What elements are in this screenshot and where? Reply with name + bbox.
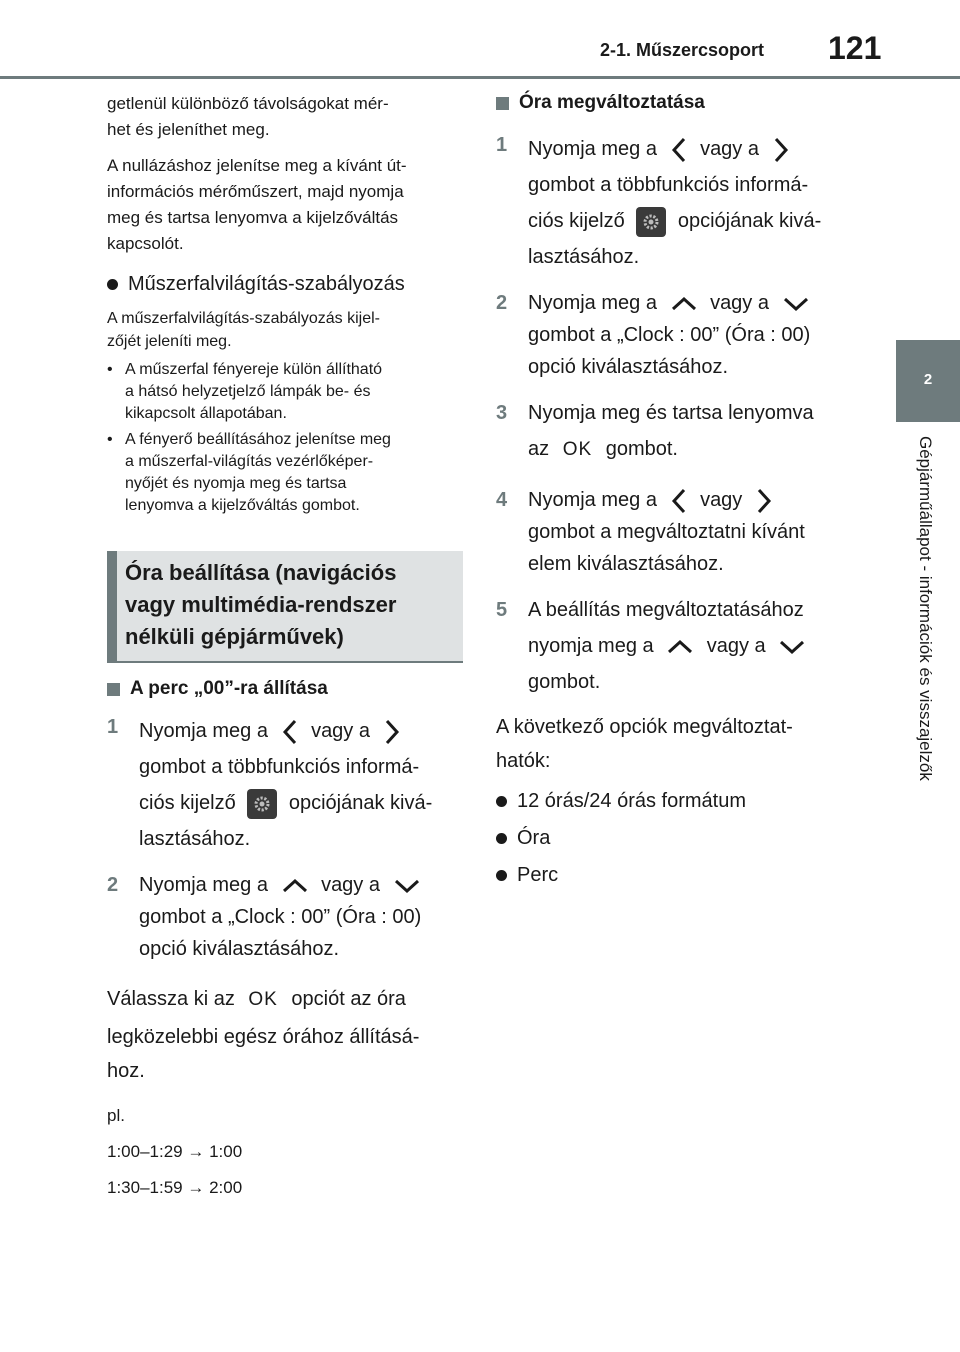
- subheading: [107, 271, 467, 297]
- section-heading-line: Óra beállítása (navigációs: [125, 560, 397, 585]
- settings-gear-icon: [247, 789, 277, 819]
- text-line: A nullázáshoz jelenítse meg a kívánt út-: [107, 156, 407, 175]
- option-item: [496, 824, 846, 852]
- text-line: [528, 429, 846, 470]
- text-line: hoz.: [107, 1060, 145, 1082]
- section-heading-line: nélküli gépjárművek): [125, 624, 344, 649]
- text-line: lasztásához.: [139, 828, 251, 850]
- text-fragment: az: [528, 438, 550, 460]
- step-number: 4: [496, 489, 508, 511]
- left-column: [107, 91, 467, 1200]
- chevron-right-icon: [756, 488, 772, 514]
- text-line: a hátsó helyzetjelző lámpák be- és: [125, 383, 371, 400]
- chevron-down-icon: [394, 878, 420, 894]
- bullet-dot-icon: [496, 870, 507, 881]
- option-item: [496, 787, 846, 815]
- chevron-down-icon: [779, 639, 805, 655]
- text-line: [528, 287, 846, 319]
- section-heading-box: [107, 551, 463, 663]
- text-line: A következő opciók megváltoztat-: [496, 716, 793, 738]
- chevron-right-icon: [384, 719, 400, 745]
- text-line: • A műszerfal fényereje külön állítható: [125, 361, 383, 378]
- option-text: Perc: [517, 864, 559, 886]
- text-line: meg és tartsa lenyomva a kijelzőváltás: [107, 208, 399, 227]
- option-text: 12 órás/24 órás formátum: [517, 790, 746, 812]
- text-fragment: opciót az óra: [291, 988, 406, 1010]
- text-line: [139, 869, 467, 901]
- text-fragment: Nyomja meg a: [528, 292, 657, 314]
- step-number: 2: [496, 292, 508, 314]
- bullet-dot-icon: [107, 279, 118, 290]
- text-line: het és jeleníthet meg.: [107, 120, 270, 139]
- chapter-number: 2: [923, 371, 933, 388]
- text-fragment: vagy a: [706, 635, 766, 657]
- step-1: [496, 129, 846, 273]
- step-4: [496, 484, 846, 580]
- text-line: információs mérőműszert, majd nyomja: [107, 182, 404, 201]
- text-fragment: vagy a: [710, 292, 769, 314]
- subsection-heading: [107, 677, 467, 701]
- step-number: 1: [107, 716, 119, 738]
- text-line: [528, 626, 846, 666]
- text-line: getlenül különböző távolságokat mér-: [107, 94, 389, 113]
- chevron-up-icon: [671, 296, 697, 312]
- text-fragment: ciós kijelző: [139, 792, 236, 814]
- step-1: [107, 711, 467, 855]
- header-rule: [0, 76, 960, 79]
- text-line: Nyomja meg és tartsa lenyomva: [528, 402, 814, 424]
- text-fragment: Nyomja meg a: [528, 489, 657, 511]
- right-column: [496, 91, 846, 889]
- option-text: Óra: [517, 827, 551, 849]
- text-line: nyőjét és nyomja meg és tartsa: [125, 475, 347, 492]
- text-line: gombot a többfunkciós informá-: [139, 756, 420, 778]
- text-fragment: Válassza ki az: [107, 988, 235, 1010]
- step-2: [107, 869, 467, 965]
- ok-button-icon: OK: [562, 439, 593, 460]
- step-3: [496, 397, 846, 470]
- step-2: [496, 287, 846, 383]
- text-line: [528, 201, 846, 241]
- text-line: gombot a „Clock : 00” (Óra : 00): [528, 324, 811, 346]
- list-item: [107, 359, 467, 425]
- bullet-list: [107, 359, 467, 517]
- paragraph: [107, 153, 467, 257]
- text-fragment: opciójának kivá-: [288, 792, 433, 814]
- text-line: a műszerfal-világítás vezérlőképer-: [125, 453, 374, 470]
- text-line: lenyomva a kijelzőváltás gombot.: [125, 497, 360, 514]
- text-line: [528, 129, 846, 169]
- step-number: 1: [496, 134, 508, 156]
- text-fragment: ciós kijelző: [528, 210, 625, 232]
- chevron-left-icon: [282, 719, 298, 745]
- subsection-heading: [496, 91, 846, 115]
- example-line: 1:00–1:29 → 1:00: [107, 1142, 243, 1161]
- text-line: gombot a megváltoztatni kívánt: [528, 521, 805, 543]
- text-line: opció kiválasztásához.: [139, 938, 340, 960]
- text-line: hatók:: [496, 750, 551, 772]
- text-fragment: vagy: [700, 489, 743, 511]
- text-line: zőjét jeleníti meg.: [107, 333, 232, 350]
- step-number: 3: [496, 402, 508, 424]
- text-line: elem kiválasztásához.: [528, 553, 724, 575]
- text-line: kikapcsolt állapotában.: [125, 405, 287, 422]
- text-line: [528, 484, 846, 516]
- paragraph: [107, 91, 467, 143]
- text-fragment: vagy a: [700, 138, 759, 160]
- bullet-dot-icon: [496, 796, 507, 807]
- chevron-right-icon: [773, 137, 789, 163]
- chapter-title: Gépjárműállapot - információk és visszajelzők: [916, 436, 935, 781]
- text-line: [139, 711, 467, 751]
- chevron-left-icon: [671, 137, 687, 163]
- text-fragment: Nyomja meg a: [139, 720, 268, 742]
- text-line: [139, 783, 467, 823]
- text-fragment: vagy a: [311, 720, 370, 742]
- square-bullet-icon: [496, 97, 509, 110]
- square-bullet-icon: [107, 683, 120, 696]
- step-5: [496, 594, 846, 698]
- settings-gear-icon: [636, 207, 666, 237]
- header-title: 2-1. Műszercsoport: [600, 40, 765, 60]
- subsection-heading-text: Óra megváltoztatása: [519, 92, 705, 113]
- text-line: gombot.: [528, 671, 601, 693]
- chevron-left-icon: [671, 488, 687, 514]
- text-line: gombot a többfunkciós informá-: [528, 174, 809, 196]
- subheading-text: Műszerfalvilágítás-szabályozás: [128, 273, 405, 295]
- text-line: [107, 979, 467, 1020]
- text-line: lasztásához.: [528, 246, 640, 268]
- paragraph: [107, 979, 467, 1088]
- text-line: kapcsolót.: [107, 234, 184, 253]
- option-item: [496, 861, 846, 889]
- chevron-down-icon: [783, 296, 809, 312]
- list-item: [107, 429, 467, 517]
- example-line: 1:30–1:59 → 2:00: [107, 1178, 243, 1197]
- text-fragment: nyomja meg a: [528, 635, 654, 657]
- text-line: A műszerfalvilágítás-szabályozás kijel-: [107, 310, 380, 327]
- text-fragment: Nyomja meg a: [139, 874, 268, 896]
- text-fragment: Nyomja meg a: [528, 138, 657, 160]
- step-number: 5: [496, 599, 508, 621]
- ok-button-icon: OK: [248, 989, 278, 1010]
- text-line: opció kiválasztásához.: [528, 356, 729, 378]
- section-heading-line: vagy multimédia-rendszer: [125, 592, 397, 617]
- text-fragment: gombot.: [605, 438, 678, 460]
- page-number: 121: [828, 30, 882, 66]
- text-line: A beállítás megváltoztatásához: [528, 599, 804, 621]
- paragraph: [496, 710, 846, 778]
- text-line: • A fényerő beállításához jelenítse meg: [125, 431, 391, 448]
- chevron-up-icon: [282, 878, 308, 894]
- text-fragment: opciójának kivá-: [677, 210, 822, 232]
- chapter-tab: [896, 340, 960, 422]
- paragraph: [107, 307, 467, 353]
- subsection-heading-text: A perc „00”-ra állítása: [130, 678, 328, 699]
- text-fragment: vagy a: [321, 874, 380, 896]
- text-line: legközelebbi egész órához állításá-: [107, 1026, 420, 1048]
- bullet-dot-icon: [496, 833, 507, 844]
- example-label: pl.: [107, 1106, 125, 1125]
- step-number: 2: [107, 874, 119, 896]
- text-line: gombot a „Clock : 00” (Óra : 00): [139, 906, 422, 928]
- chevron-up-icon: [667, 639, 693, 655]
